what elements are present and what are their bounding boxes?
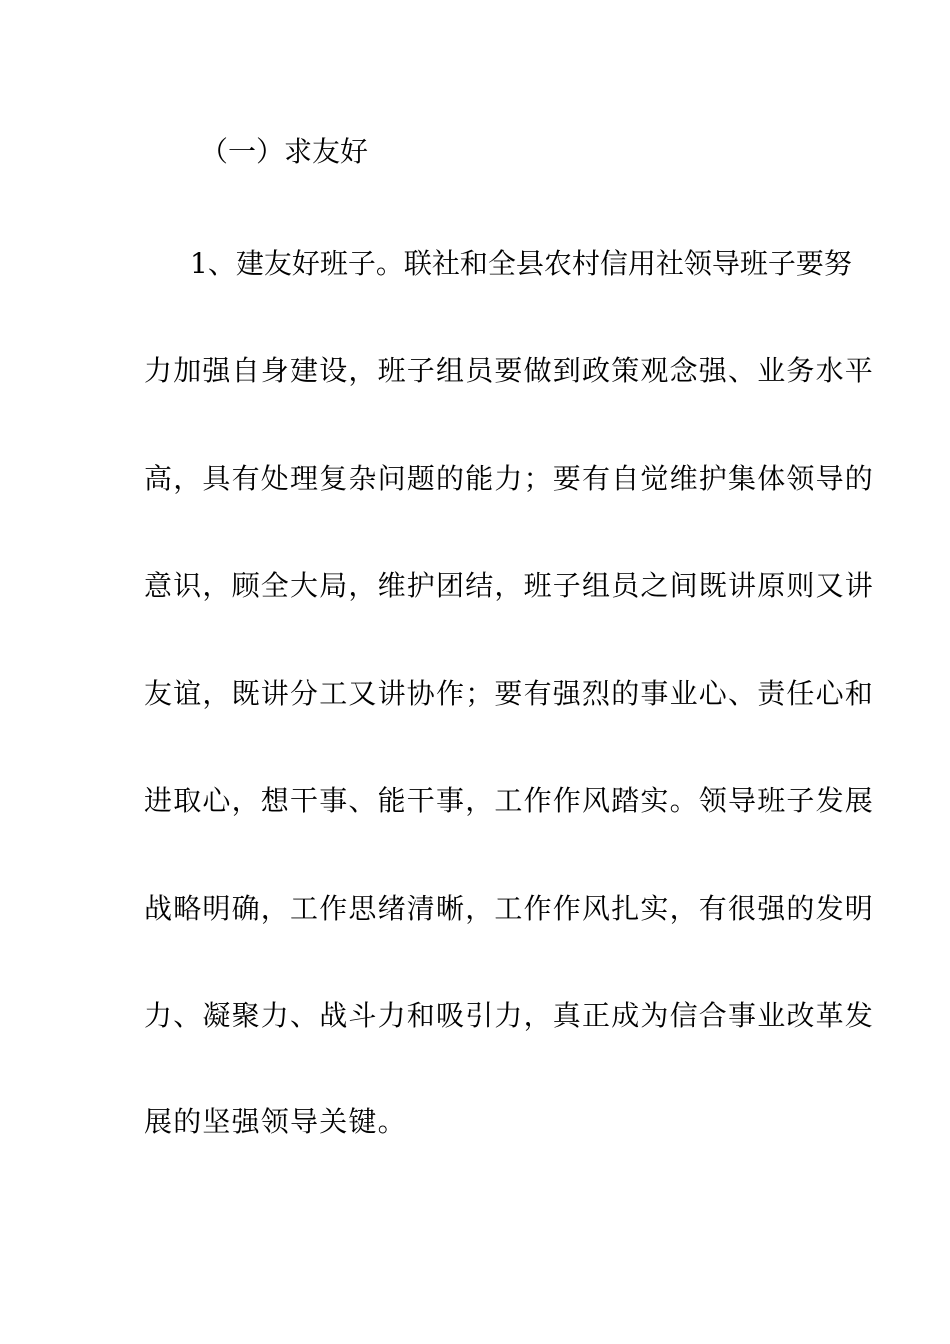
paragraph-line-7: 战略明确，工作思绪清晰，工作作风扎实，有很强的发明 <box>144 892 875 925</box>
paragraph-line-3: 高，具有处理复杂问题的能力；要有自觉维护集体领导的 <box>144 462 875 495</box>
paragraph-line-8: 力、凝聚力、战斗力和吸引力，真正成为信合事业改革发 <box>144 999 875 1032</box>
paragraph-line-5: 友谊，既讲分工又讲协作；要有强烈的事业心、责任心和 <box>144 677 875 710</box>
paragraph-line-1: 1、建友好班子。联社和全县农村信用社领导班子要努 <box>190 247 852 280</box>
paragraph-line-2: 力加强自身建设，班子组员要做到政策观念强、业务水平 <box>144 354 875 387</box>
section-heading: （一）求友好 <box>200 135 369 168</box>
paragraph-line-4: 意识，顾全大局，维护团结，班子组员之间既讲原则又讲 <box>144 569 875 602</box>
paragraph-line-6: 进取心，想干事、能干事，工作作风踏实。领导班子发展 <box>144 784 875 817</box>
paragraph-line-9: 展的坚强领导关键。 <box>144 1105 407 1138</box>
